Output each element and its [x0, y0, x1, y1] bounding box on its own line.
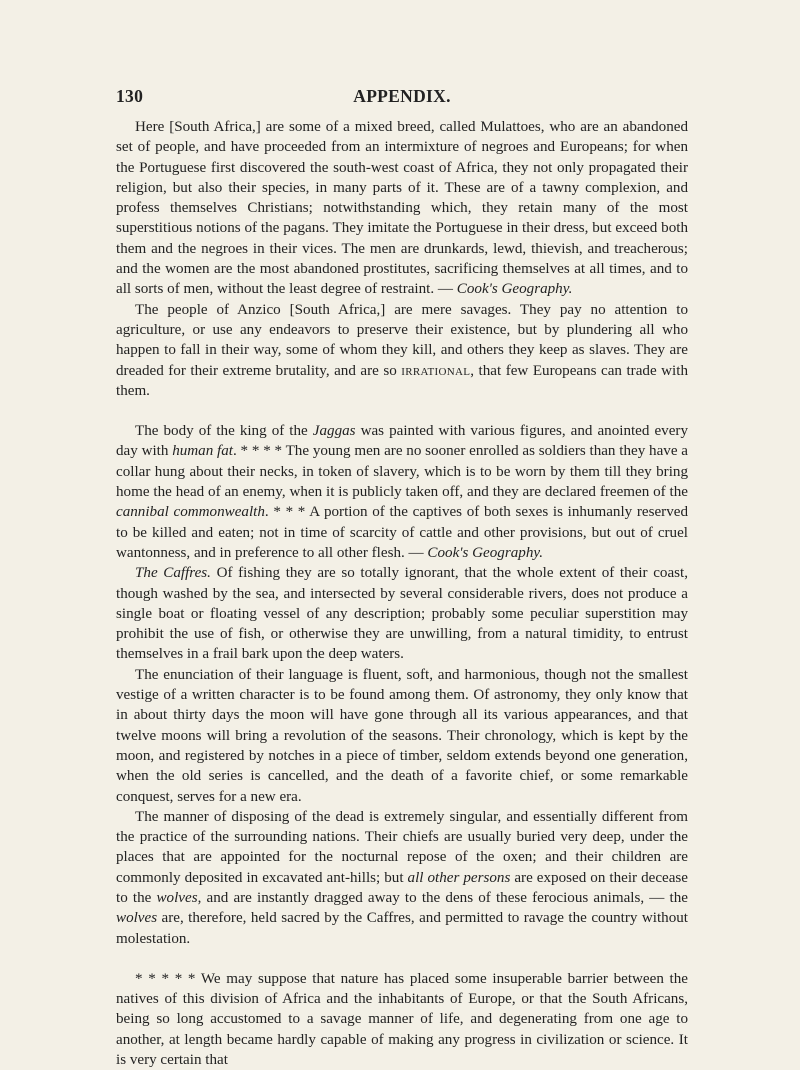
- paragraph-jaggas: The body of the king of the Jaggas was painted with various figures, and anointed every day with human fat. * * * * The young men are no sooner enrolled as soldiers than they have a collar hung about their necks, in token of slavery, which is to be worn by them till they bring home the head of an enemy, when it is publicly taken off, and they are declared freemen of the cannibal commonwealth. * * * A portion of the captives of both sexes is inhumanly reserved to be killed and eaten; not in time of scarcity of cattle and other provisions, but out of cruel wantonness, and in preference to all other flesh. — Cook's Geography.: [116, 423, 688, 561]
- paragraph-caffres-fishing: The Caffres. Of fishing they are so totally ignorant, that the whole extent of their coast, though washed by the sea, and intersected by several considerable rivers, does not produce a single boat or floating vessel of any description; probably some peculiar superstition may prohibit the use of fish, or otherwise they are unwilling, from a natural timidity, to entrust themselves in a frail bark upon the deep waters.: [116, 565, 688, 663]
- paragraph-lead: The Caffres.: [135, 565, 211, 582]
- page-number: 130: [116, 86, 144, 106]
- paragraph-barrier: * * * * * We may suppose that nature has placed some insuperable barrier between the natives of this division of Africa and the inhabitants of Europe, or that the South Africans, being so long accustomed to a savage manner of life, and degenerating from one age to another, at length became hardly capable of making any progress in civilization or science. It is very certain that: [116, 970, 688, 1069]
- paragraph-language: The enunciation of their language is fluent, soft, and harmonious, though not the smallest vestige of a written character is to be found among them. Of astronomy, they only know that in about thirty days the moon will have gone through all its various appearances, and that twelve moons will bring a revolution of the seasons. Their chronology, which is kept by the moon, and registered by notches in a piece of timber, seldom extends beyond one generation, when the old series is cancelled, and the death of a favorite chief, or some remarkable conquest, serves for a new era.: [116, 666, 688, 805]
- source-citation: Cook's Geography.: [427, 544, 544, 561]
- paragraph-mulattoes: Here [South Africa,] are some of a mixed breed, called Mulattoes, who are an abandoned set of people, and have proceeded from an intermixture of negroes and Europeans; for when the Portuguese first discovered the south-west coast of Africa, they not only propagated their religion, but also their species, in many parts of it. These are of a tawny complexion, and profess themselves Christians; notwithstanding which, they retain many of the most superstitious notions of the pagans. They imitate the Portuguese in their dress, but exceed both them and the negroes in their vices. The men are drunkards, lewd, thievish, and treacherous; and the women are the most abandoned prostitutes, sacrificing themselves at all times, and to all sorts of men, without the least degree of restraint. — Cook's Geography.: [116, 119, 688, 298]
- body-text: [116, 117, 688, 1070]
- running-title: APPENDIX.: [353, 86, 451, 106]
- smallcaps-word: irrational: [401, 362, 471, 379]
- running-header: [116, 86, 688, 110]
- paragraph-dead: The manner of disposing of the dead is extremely singular, and essentially different from the practice of the surrounding nations. Their chiefs are usually buried very deep, under the places that are appointed for the nocturnal repose of the oxen; and their children are commonly deposited in excavated ant-hills; but all other persons are exposed on their decease to the wolves, and are instantly dragged away to the dens of these ferocious animals, — the wolves are, therefore, held sacred by the Caffres, and permitted to ravage the country without molestation.: [116, 808, 688, 947]
- paragraph-anzico: The people of Anzico [South Africa,] are mere savages. They pay no attention to agriculture, or use any endeavors to preserve their existence, but by plundering all who happen to fall in their way, some of whom they kill, and others they keep as slaves. They are dreaded for their extreme brutality, and are so irrational, that few Europeans can trade with them.: [116, 301, 688, 399]
- source-citation: Cook's Geography.: [456, 281, 573, 298]
